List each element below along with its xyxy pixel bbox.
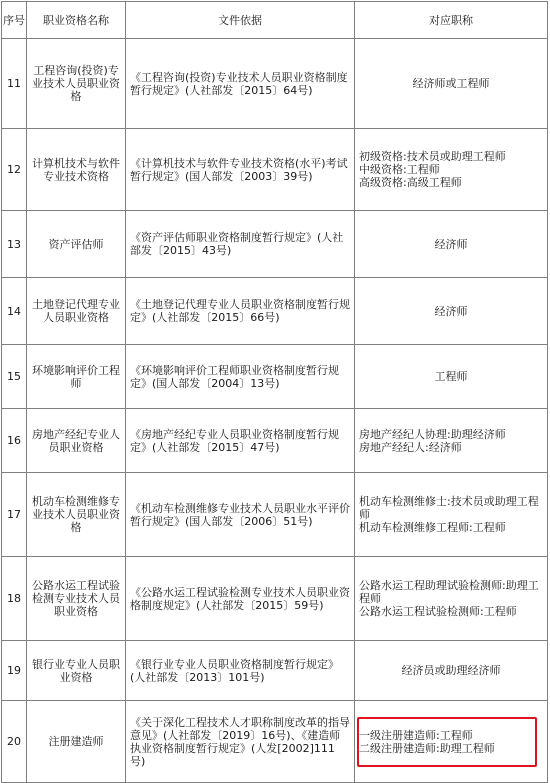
row-no: 15 — [2, 345, 27, 409]
table-row — [2, 557, 548, 641]
row-title-line: 经济员或助理经济师 — [401, 664, 501, 677]
row-title — [355, 345, 548, 409]
row-title — [355, 473, 548, 557]
row-no: 18 — [2, 557, 27, 641]
row-title-line: 公路水运工程助理试验检测师:助理工程师 — [359, 579, 539, 605]
row-no: 13 — [2, 211, 27, 278]
row-name: 公路水运工程试验检测专业技术人员职业资格 — [27, 557, 126, 641]
row-title-line: 机动车检测维修工程师:工程师 — [359, 521, 506, 534]
row-title — [355, 409, 548, 473]
row-no: 20 — [2, 701, 27, 783]
row-basis: 《公路水运工程试验检测专业技术人员职业资格制度规定》(人社部发〔2015〕59号) — [126, 557, 355, 641]
row-name: 银行业专业人员职业资格 — [27, 641, 126, 701]
row-name: 注册建造师 — [27, 701, 126, 783]
row-name: 资产评估师 — [27, 211, 126, 278]
row-title-line: 房地产经纪人协理:助理经济师 — [359, 427, 506, 441]
row-title — [355, 278, 548, 345]
table-row — [2, 473, 548, 557]
row-basis: 《土地登记代理专业人员职业资格制度暂行规定》(人社部发〔2015〕66号) — [126, 278, 355, 345]
table-row — [2, 129, 548, 211]
row-no: 19 — [2, 641, 27, 701]
row-title-line: 二级注册建造师:助理工程师 — [359, 741, 495, 755]
row-title-line: 初级资格:技术员或助理工程师 — [359, 150, 506, 163]
row-basis: 《环境影响评价工程师职业资格制度暂行规定》(国人部发〔2004〕13号) — [126, 345, 355, 409]
row-name: 机动车检测维修专业技术人员职业资格 — [27, 473, 126, 557]
row-no: 12 — [2, 129, 27, 211]
row-title — [355, 701, 548, 783]
table-row — [2, 211, 548, 278]
qualification-table — [1, 1, 548, 783]
header-basis: 文件依据 — [126, 2, 355, 39]
row-title-line: 中级资格:工程师 — [359, 163, 440, 176]
table-row — [2, 701, 548, 783]
row-basis: 《关于深化工程技术人才职称制度改革的指导意见》(人社部发〔2019〕16号)、《建造师执业资格制度暂行规定》(人发[2002]111号) — [126, 701, 355, 783]
table-row — [2, 409, 548, 473]
row-name: 计算机技术与软件专业技术资格 — [27, 129, 126, 211]
row-basis: 《房地产经纪专业人员职业资格制度暂行规定》(人社部发〔2015〕47号) — [126, 409, 355, 473]
row-basis: 《银行业专业人员职业资格制度暂行规定》(人社部发〔2013〕101号) — [126, 641, 355, 701]
row-title-line: 一级注册建造师:工程师 — [359, 728, 473, 742]
row-title-line: 经济师 — [434, 237, 468, 251]
row-name: 工程咨询(投资)专业技术人员职业资格 — [27, 39, 126, 129]
row-basis: 《工程咨询(投资)专业技术人员职业资格制度暂行规定》(人社部发〔2015〕64号) — [126, 39, 355, 129]
row-basis: 《资产评估师职业资格制度暂行规定》(人社部发〔2015〕43号) — [126, 211, 355, 278]
row-basis: 《机动车检测维修专业技术人员职业水平评价暂行规定》(国人部发〔2006〕51号) — [126, 473, 355, 557]
row-title — [355, 39, 548, 129]
row-title-line: 机动车检测维修士:技术员或助理工程师 — [359, 495, 539, 521]
row-no: 16 — [2, 409, 27, 473]
header-no: 序号 — [2, 2, 27, 39]
row-no: 17 — [2, 473, 27, 557]
table-row — [2, 39, 548, 129]
table-row — [2, 641, 548, 701]
highlighted-title-group — [359, 729, 543, 755]
row-title-line: 经济师或工程师 — [412, 77, 490, 90]
row-title-line: 公路水运工程试验检测师:工程师 — [359, 605, 517, 618]
row-no: 14 — [2, 278, 27, 345]
row-name: 土地登记代理专业人员职业资格 — [27, 278, 126, 345]
header-name: 职业资格名称 — [27, 2, 126, 39]
table-row — [2, 345, 548, 409]
table-header-row — [2, 2, 548, 39]
row-title — [355, 211, 548, 278]
header-title: 对应职称 — [355, 2, 548, 39]
row-name: 环境影响评价工程师 — [27, 345, 126, 409]
row-title — [355, 641, 548, 701]
row-title-line: 工程师 — [434, 370, 468, 383]
row-title-line: 高级资格:高级工程师 — [359, 176, 462, 189]
row-title-line: 经济师 — [434, 304, 468, 318]
row-title — [355, 129, 548, 211]
row-name: 房地产经纪专业人员职业资格 — [27, 409, 126, 473]
row-no: 11 — [2, 39, 27, 129]
row-title-line: 房地产经纪人:经济师 — [359, 440, 462, 454]
row-basis: 《计算机技术与软件专业技术资格(水平)考试暂行规定》(国人部发〔2003〕39号) — [126, 129, 355, 211]
row-title — [355, 557, 548, 641]
table-row — [2, 278, 548, 345]
